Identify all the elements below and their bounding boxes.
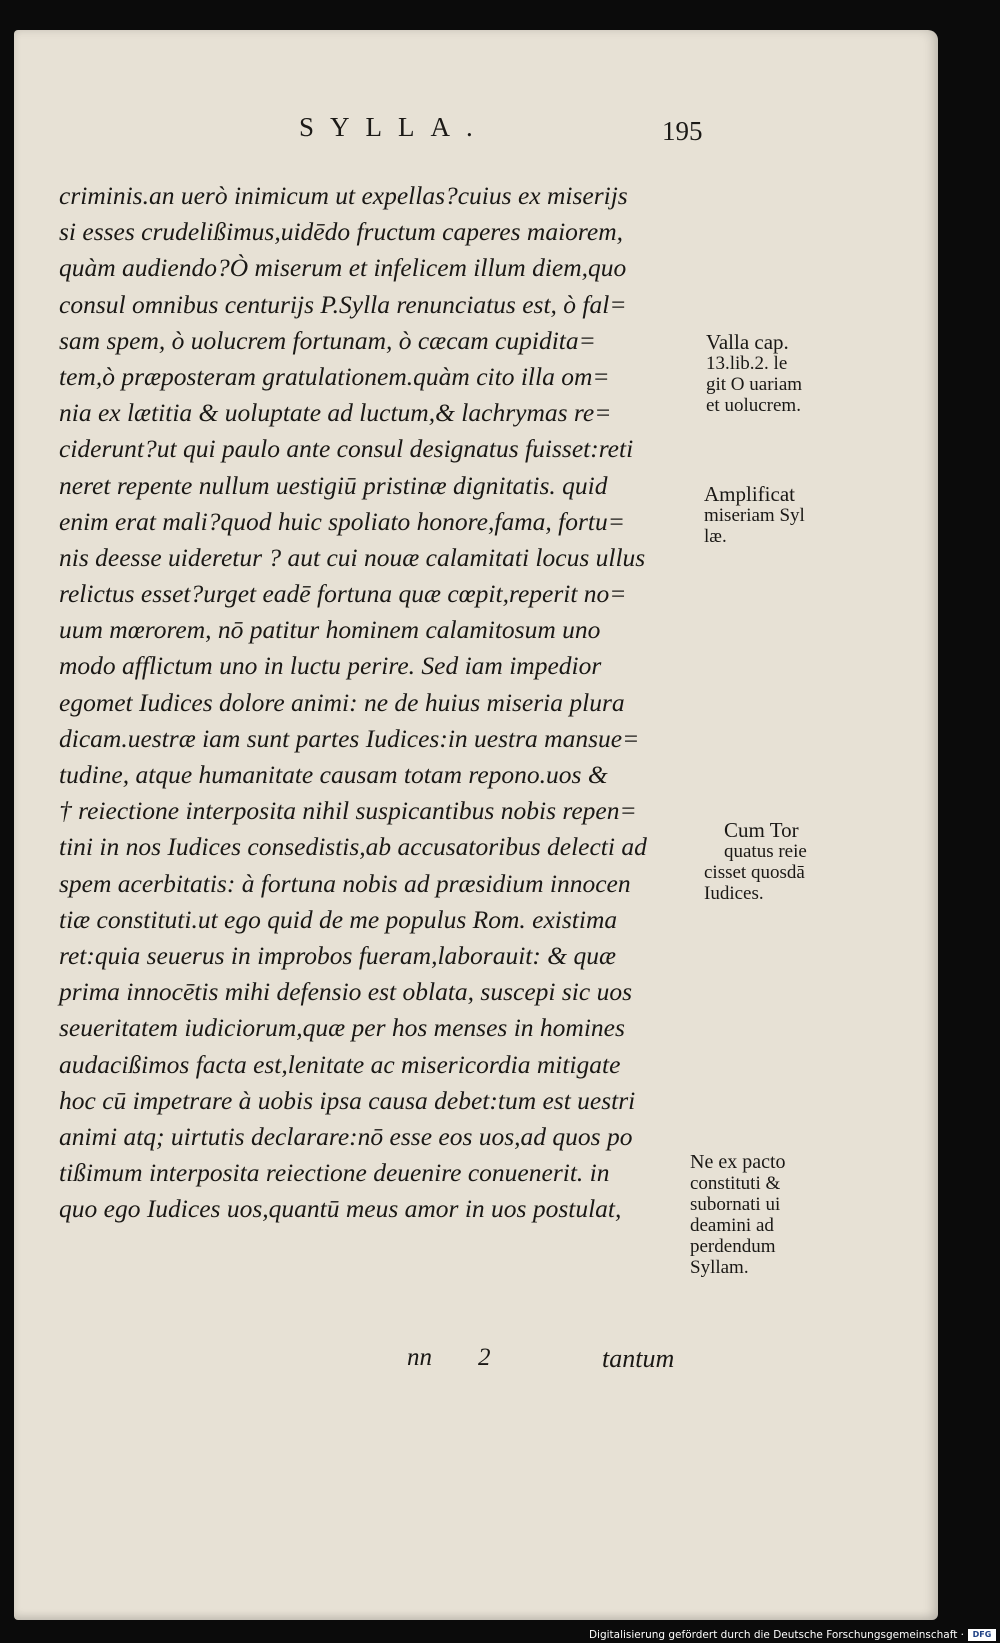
note-line: quatus reie [724,841,807,862]
text-line: tem,ò præposteram gratulationem.quàm cito illa om= [59,361,610,391]
text-line: † reiectione interposita nihil suspicantibus nobis repen= [59,796,637,826]
text-line: sam spem, ò uolucrem fortunam, ò cæcam cupidita= [59,325,596,355]
text-line: tiæ constituti.ut ego quid de me populus Rom. existima [59,904,618,934]
text-line: dicam.uestræ iam sunt partes Iudices:in uestra mansue= [59,723,640,753]
dfg-logo: DFG [968,1629,996,1641]
digitization-credit: Digitalisierung gefördert durch die Deutsche Forschungsgemeinschaft · [588,1629,964,1641]
text-line: prima innocētis mihi defensio est oblata, suscepi sic uos [59,977,632,1007]
text-line: tini in nos Iudices consedistis,ab accusatoribus delecti ad [59,832,647,862]
note-line: git O uariam [706,374,803,395]
note-line: Iudices. [704,883,764,904]
book-page [14,30,938,1620]
text-line: seueritatem iudiciorum,quæ per hos menses in homines [59,1013,625,1043]
text-line: audacißimos facta est,lenitate ac misericordia mitigate [59,1049,621,1079]
marginal-note [706,332,802,416]
note-line: læ. [704,526,727,547]
text-line: criminis.an uerò inimicum ut expellas?cuius ex miserijs [59,181,628,210]
text-line: egomet Iudices dolore animi: ne de huius miseria plura [59,687,625,717]
note-line: constituti & [690,1173,781,1194]
marginal-note [704,484,805,547]
text-line: consul omnibus centurijs P.Sylla renunciatus est, ò fal= [59,289,627,319]
text-line: tudine, atque humanitate causam totam repono.uos & [59,760,608,789]
note-line: Amplificat [704,482,795,506]
marginal-note [704,818,807,904]
note-line: Valla cap. [706,330,789,354]
text-line: uum mœrorem, nō patitur hominem calamitosum uno [59,615,601,645]
text-line: hoc cū impetrare à uobis ipsa causa debet:tum est uestri [59,1085,636,1115]
note-line: 13.lib.2. le [706,353,788,374]
catchword: tantum [602,1344,675,1373]
text-line: spem acerbitatis: à fortuna nobis ad præsidium innocen [59,868,631,898]
signature-number: 2 [478,1344,491,1371]
text-line: enim erat mali?quod huic spoliato honore,fama, fortu= [59,506,625,536]
body-text [59,178,709,1227]
text-line: nis deesse uideretur ? aut cui nouæ calamitati locus ullus [59,542,646,572]
note-line: deamini ad [690,1215,774,1236]
note-line: perdendum [690,1236,776,1257]
text-line: nia ex lætitia & uoluptate ad luctum,& lachrymas re= [59,398,612,428]
text-line: quàm audiendo?Ò miserum et infelicem illum diem,quo [59,253,627,283]
text-line: neret repente nullum uestigiū pristinæ dignitatis. quid [59,470,608,500]
note-line: Syllam. [690,1257,749,1278]
text-line: ciderunt?ut qui paulo ante consul designatus fuisset:reti [59,434,634,464]
note-line: miseriam Syl [704,505,805,526]
page-number: 195 [662,116,703,146]
marginal-note [690,1152,786,1278]
signature-letters: nn [407,1344,432,1371]
text-line: quo ego Iudices uos,quantū meus amor in uos postulat, [59,1194,622,1224]
text-line: tißimum interposita reiectione deuenire conuenerit. in [59,1158,610,1188]
note-line: et uolucrem. [706,395,801,416]
note-line: Ne ex pacto [690,1151,786,1173]
text-line: animi atq; uirtutis declarare:nō esse eos uos,ad quos po [59,1121,633,1151]
signature-mark [407,1344,537,1372]
note-line: cisset quosdā [704,862,805,883]
note-line: Cum Tor [724,818,799,842]
note-line: subornati ui [690,1194,781,1215]
text-line: relictus esset?urget eadē fortuna quæ cœpit,reperit no= [59,579,627,609]
text-line: modo afflictum uno in luctu perire. Sed iam impedior [59,651,602,681]
text-line: ret:quia seuerus in improbos fueram,laborauit: & quæ [59,940,616,970]
running-head: SYLLA. [299,112,489,142]
text-line: si esses crudelißimus,uidēdo fructum caperes maiorem, [59,217,623,247]
